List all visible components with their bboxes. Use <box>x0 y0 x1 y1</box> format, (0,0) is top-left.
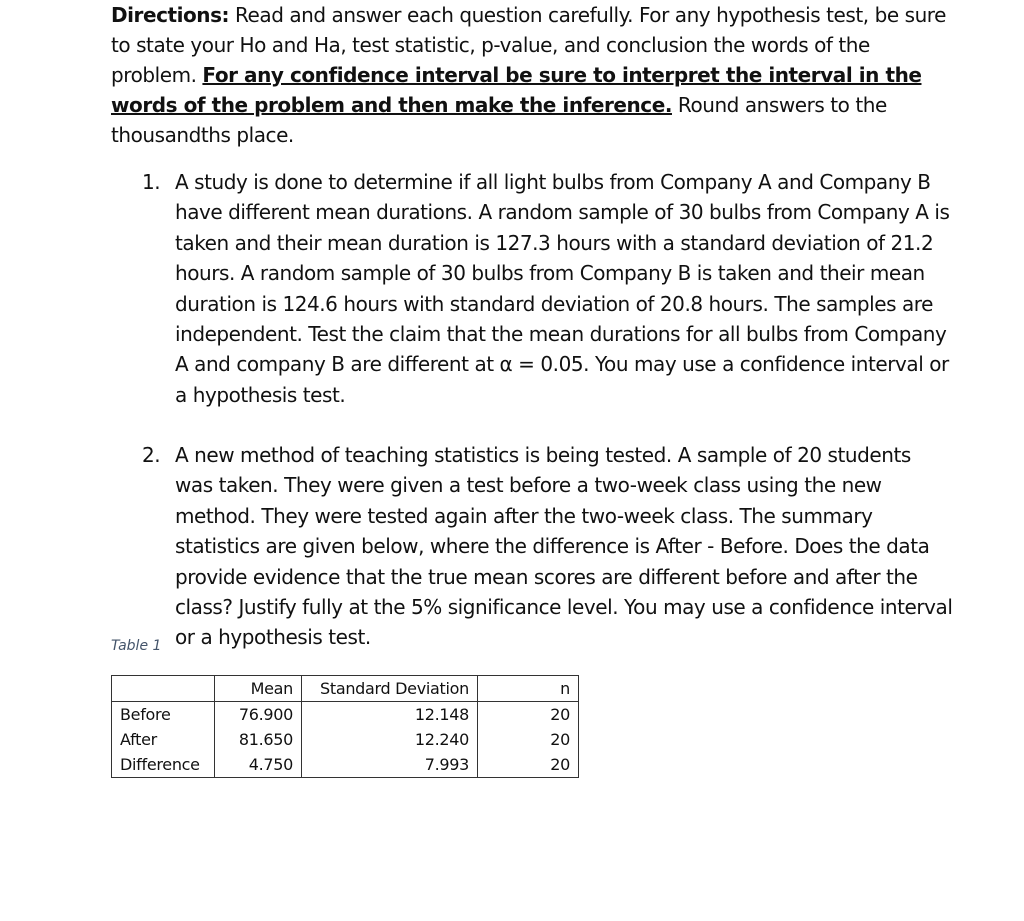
directions-rounding: Round answers to the thousandths place. <box>111 93 887 147</box>
cell-n: 20 <box>478 752 579 778</box>
directions-paragraph <box>111 0 951 150</box>
table-header-row <box>112 676 579 702</box>
table-row <box>112 727 579 752</box>
cell-std-dev: 12.240 <box>302 727 478 752</box>
cell-n: 20 <box>478 702 579 728</box>
row-label: After <box>112 727 215 752</box>
cell-mean: 4.750 <box>215 752 302 778</box>
cell-std-dev: 12.148 <box>302 702 478 728</box>
question-1 <box>142 167 954 410</box>
table-row <box>112 752 579 778</box>
directions-emphasis: For any confidence interval be sure to interpret the interval in the words of the problem and then make the inference. <box>111 63 922 117</box>
table-row <box>112 702 579 728</box>
cell-n: 20 <box>478 727 579 752</box>
header-cell <box>112 676 215 702</box>
table-caption: Table 1 <box>111 638 162 654</box>
row-label: Difference <box>112 752 215 778</box>
question-number: 2. <box>142 443 161 467</box>
header-cell-mean: Mean <box>215 676 302 702</box>
directions-text: Read and answer each question carefully. For any hypothesis test, be sure to state your Ho and Ha, test statistic, p-value, and conclusion the words of the problem. <box>111 3 946 87</box>
cell-std-dev: 7.993 <box>302 752 478 778</box>
question-2 <box>142 440 954 653</box>
summary-statistics-table <box>111 675 579 778</box>
cell-mean: 81.650 <box>215 727 302 752</box>
cell-mean: 76.900 <box>215 702 302 728</box>
header-cell-std-dev: Standard Deviation <box>302 676 478 702</box>
directions-label: Directions: <box>111 3 230 27</box>
question-text: A study is done to determine if all light bulbs from Company A and Company B have different mean durations. A random sample of 30 bulbs from Company A is taken and their mean duration is 127.3 hours with a standard deviation of 21.2 hours. A random sample of 30 bulbs from Company B is taken and their mean duration is 124.6 hours with standard deviation of 20.8 hours. The samples are independent. Test the claim that the mean durations for all bulbs from Company A and company B are different at α = 0.05. You may use a confidence interval or a hypothesis test. <box>175 170 950 407</box>
question-number: 1. <box>142 170 161 194</box>
row-label: Before <box>112 702 215 728</box>
question-text: A new method of teaching statistics is being tested. A sample of 20 students was taken. They were given a test before a two-week class using the new method. They were tested again after the two-week class. The summary statistics are given below, where the difference is After - Before. Does the data provide evidence that the true mean scores are different before and after the class? Justify fully at the 5% significance level. You may use a confidence interval or a hypothesis test. <box>175 443 953 650</box>
header-cell-n: n <box>478 676 579 702</box>
